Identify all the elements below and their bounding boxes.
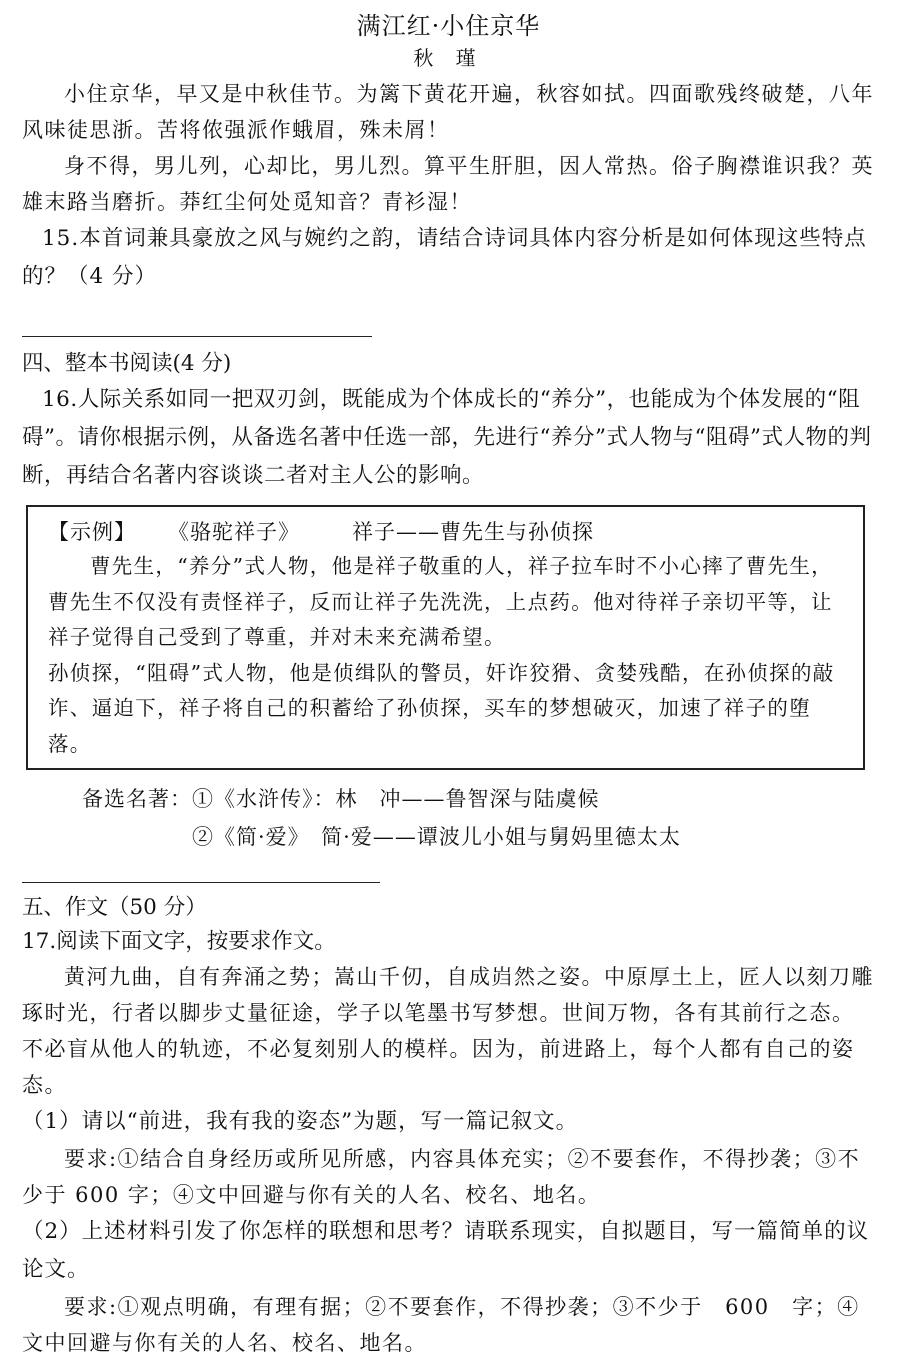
example-label: 【示例】 — [48, 520, 136, 544]
section-4-heading: 四、整本书阅读(4 分) — [22, 351, 232, 376]
question-17: 17.阅读下面文字，按要求作文。 — [22, 929, 336, 954]
example-box — [26, 505, 865, 770]
poem-author: 秋 瑾 — [413, 46, 484, 70]
poem-stanza-1: 小住京华，早又是中秋佳节。为篱下黄花开遍，秋容如拭。四面歌残终破楚，八年风味徒思浙。苦将侬强派作蛾眉，殊未屑！ — [22, 82, 874, 142]
poem-title: 满江红·小住京华 — [356, 12, 541, 40]
essay-requirement-2: 要求:①观点明确，有理有据；②不要套作，不得抄袭；③不少于 600 字；④文中回避与你有关的人名、校名、地名。 — [22, 1295, 860, 1355]
essay-task-2: （2）上述材料引发了你怎样的联想和思考？请联系现实，自拟题目，写一篇简单的议论文。 — [22, 1219, 870, 1282]
option-1: ①《水浒传》：林 冲——鲁智深与陆虞候 — [192, 787, 600, 811]
example-text-1: 曹先生，“养分”式人物，他是祥子敬重的人，祥子拉车时不小心摔了曹先生，曹先生不仅没有责怪祥子，反而让祥子先洗洗，上点药。他对待祥子亲切平等，让祥子觉得自己受到了尊重，并对未来充满希望。 — [48, 554, 833, 649]
question-16: 16.人际关系如同一把双刃剑，既能成为个体成长的“养分”，也能成为个体发展的“阻碍”。请你根据示例，从备选名著中任选一部，先进行“养分”式人物与“阻碍”式人物的判断，再结合名著内容谈谈二者对主人公的影响。 — [22, 387, 872, 488]
example-text-2: 孙侦探，“阻碍”式人物，他是侦缉队的警员，奸诈狡猾、贪婪残酷，在孙侦探的敲诈、逼迫下，祥子将自己的积蓄给了孙侦探，买车的梦想破灭，加速了祥子的堕落。 — [48, 660, 835, 756]
section-divider-2 — [22, 882, 380, 883]
essay-material: 黄河九曲，自有奔涌之势；嵩山千仞，自成岿然之姿。中原厚土上，匠人以刻刀雕琢时光，行者以脚步丈量征途，学子以笔墨书写梦想。世间万物，各有其前行之态。不必盲从他人的轨迹，不必复刻别人的模样。因为，前进路上，每个人都有自己的姿态。 — [22, 965, 874, 1097]
section-5-heading: 五、作文（50 分） — [22, 895, 207, 920]
book-options — [22, 780, 875, 856]
example-pair: 祥子——曹先生与孙侦探 — [352, 520, 594, 544]
essay-requirement-1: 要求:①结合自身经历或所见所感，内容具体充实；②不要套作，不得抄袭；③不少于 600 字；④文中回避与你有关的人名、校名、地名。 — [22, 1147, 861, 1207]
question-15: 15.本首词兼具豪放之风与婉约之韵，请结合诗词具体内容分析是如何体现这些特点的？（4 分） — [22, 226, 867, 289]
section-divider — [22, 336, 372, 337]
example-header — [48, 515, 847, 549]
poem-stanza-2: 身不得，男儿列，心却比，男儿烈。算平生肝胆，因人常热。俗子胸襟谁识我？英雄末路当磨折。莽红尘何处觅知音？青衫湿！ — [22, 154, 874, 214]
options-label: 备选名著： — [82, 787, 192, 811]
option-2: ②《简·爱》 简·爱——谭波儿小姐与舅妈里德太太 — [192, 825, 681, 849]
example-book: 《骆驼祥子》 — [168, 520, 300, 544]
essay-task-1: （1）请以“前进，我有我的姿态”为题，写一篇记叙文。 — [22, 1109, 579, 1134]
